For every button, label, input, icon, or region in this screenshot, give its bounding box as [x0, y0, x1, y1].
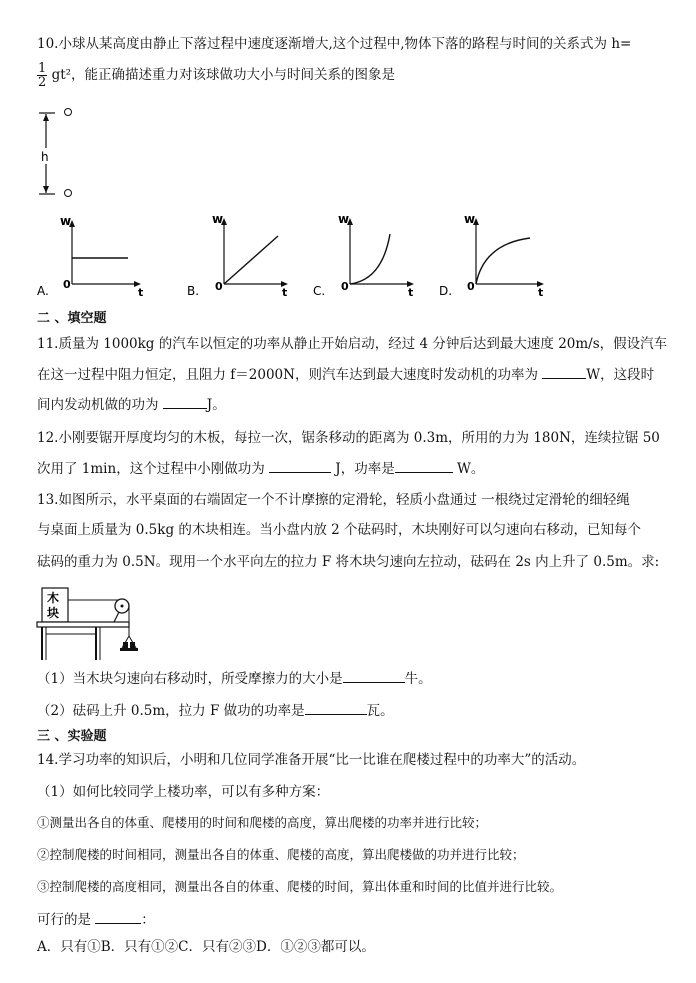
q14-option3: ③控制爬楼的高度相同，测量出各自的体重、爬楼的时间，算出体重和时间的比值并进行比较。: [37, 879, 563, 894]
q13-sub2-text: （2）砝码上升 0.5m，拉力 F 做功的功率是: [37, 703, 305, 719]
q11-line3-unit: J。: [206, 397, 226, 413]
q11-work-blank[interactable]: [163, 394, 207, 409]
q13-line3: 砝码的重力为 0.5N。现用一个水平向左的拉力 F 将木块匀速向左拉动，砝码在 2s 内上升了 0.5m。求:: [37, 554, 660, 570]
q14-option2: ②控制爬楼的时间相同，测量出各自的体重、爬楼的高度，算出爬楼做的功并进行比较；: [37, 847, 525, 862]
q11-line2-unit: W，这段时: [586, 367, 655, 383]
section-fill-in-heading: 二 、填空题: [37, 311, 107, 326]
q11-line3: [37, 394, 226, 415]
q12-power-blank[interactable]: [395, 458, 453, 473]
q13-line1: 13.如图所示，水平桌面的右端固定一个不计摩擦的定滑轮，轻质小盘通过 一根绕过定滑轮的细轻绳: [37, 492, 630, 508]
q13-sub1-text: （1）当木块匀速向右移动时，所受摩擦力的大小是: [37, 671, 343, 687]
graph-a-option: A.: [37, 284, 49, 298]
q13-power-blank[interactable]: [305, 700, 367, 715]
q11-power-blank[interactable]: [542, 364, 586, 379]
graph-a-origin: 0: [63, 278, 71, 291]
pulley-table-figure: [36, 582, 146, 664]
q13-sub2: [37, 700, 394, 721]
q14-line6-end: ：: [141, 912, 155, 928]
falling-ball-figure: [30, 104, 80, 204]
q12-line2-end: W。: [452, 461, 485, 477]
q14-line2: （1）如何比较同学上楼功率，可以有多种方案：: [37, 784, 330, 800]
q14-option1: ①测量出各自的体重、爬楼用的时间和爬楼的高度，算出爬楼的功率并进行比较；: [37, 815, 488, 830]
graph-b-xlabel: t: [282, 286, 288, 299]
q14-line6: [37, 909, 155, 930]
graph-d-xlabel: t: [538, 286, 544, 299]
graph-d-option: D.: [439, 284, 453, 298]
fraction-numerator: 1: [38, 61, 47, 76]
q12-line2-unit: J，功率是: [331, 461, 395, 477]
q14-choices: A．只有①B．只有①②C．只有②③D．①②③都可以。: [37, 939, 375, 955]
q12-line1: 12.小刚要锯开厚度均匀的木板，每拉一次，锯条移动的距离为 0.3m，所用的力为 180N，连续拉锯 50: [37, 430, 660, 446]
block-label-char2: 块: [47, 606, 60, 620]
q11-line1: 11.质量为 1000kg 的汽车以恒定的功率从静止开始启动，经过 4 分钟后达到最大速度 20m/s，假设汽车: [37, 336, 668, 352]
q11-line3-text: 间内发动机做的功为: [37, 397, 163, 413]
q12-line2: [37, 458, 484, 479]
section-experiment-heading: 三 、实验题: [37, 729, 107, 744]
graph-d-curve: [476, 238, 530, 284]
graph-a-xlabel: t: [138, 286, 144, 299]
q13-sub1: [37, 668, 432, 689]
q10-line2-text: gt²，能正确描述重力对该球做功大小与时间关系的图象是: [51, 67, 396, 83]
q12-line2-text: 次用了 1min，这个过程中小刚做功为: [37, 461, 269, 477]
graph-b-ylabel: w: [212, 212, 224, 226]
graph-a: [32, 212, 172, 302]
graph-c-ylabel: w: [338, 212, 350, 226]
graph-d: [436, 212, 576, 302]
graph-a-ylabel: w: [60, 214, 72, 228]
q11-line2: [37, 364, 654, 385]
graph-b: [184, 212, 314, 302]
q10-line1: 10.小球从某高度由静止下落过程中速度逐渐增大,这个过程中,物体下落的路程与时间的关系式为 h=: [37, 36, 632, 52]
block-label-char1: 木: [47, 591, 60, 605]
q13-line2: 与桌面上质量为 0.5kg 的木块相连。当小盘内放 2 个砝码时，木块刚好可以匀速向右移动，已知每个: [37, 522, 642, 538]
graph-d-origin: 0: [467, 280, 475, 293]
q14-line6-text: 可行的是: [37, 912, 96, 928]
q14-line1: 14.学习功率的知识后，小明和几位同学准备开展“比一比谁在爬楼过程中的功率大”的活动。: [37, 752, 586, 768]
graph-b-option: B.: [187, 284, 200, 298]
q11-line2-text: 在这一过程中阻力恒定，且阻力 f＝2000N，则汽车达到最大速度时发动机的功率为: [37, 367, 543, 383]
fraction-one-half: [37, 62, 47, 89]
fraction-denominator: 2: [38, 75, 47, 90]
height-label-h: h: [41, 150, 49, 164]
graph-c-xlabel: t: [408, 286, 414, 299]
q14-answer-blank[interactable]: [95, 909, 141, 924]
graph-d-ylabel: w: [464, 212, 476, 226]
graph-c: [310, 212, 440, 302]
graph-c-origin: 0: [341, 280, 349, 293]
q10-line2: [37, 60, 395, 90]
q13-sub2-unit: 瓦。: [366, 703, 394, 719]
graph-c-curve: [350, 234, 390, 284]
q13-sub1-unit: 牛。: [404, 671, 432, 687]
q12-work-blank[interactable]: [269, 458, 331, 473]
graph-b-origin: 0: [215, 280, 223, 293]
graph-b-curve: [224, 236, 278, 284]
graph-c-option: C.: [313, 284, 326, 298]
q13-friction-blank[interactable]: [343, 668, 405, 683]
